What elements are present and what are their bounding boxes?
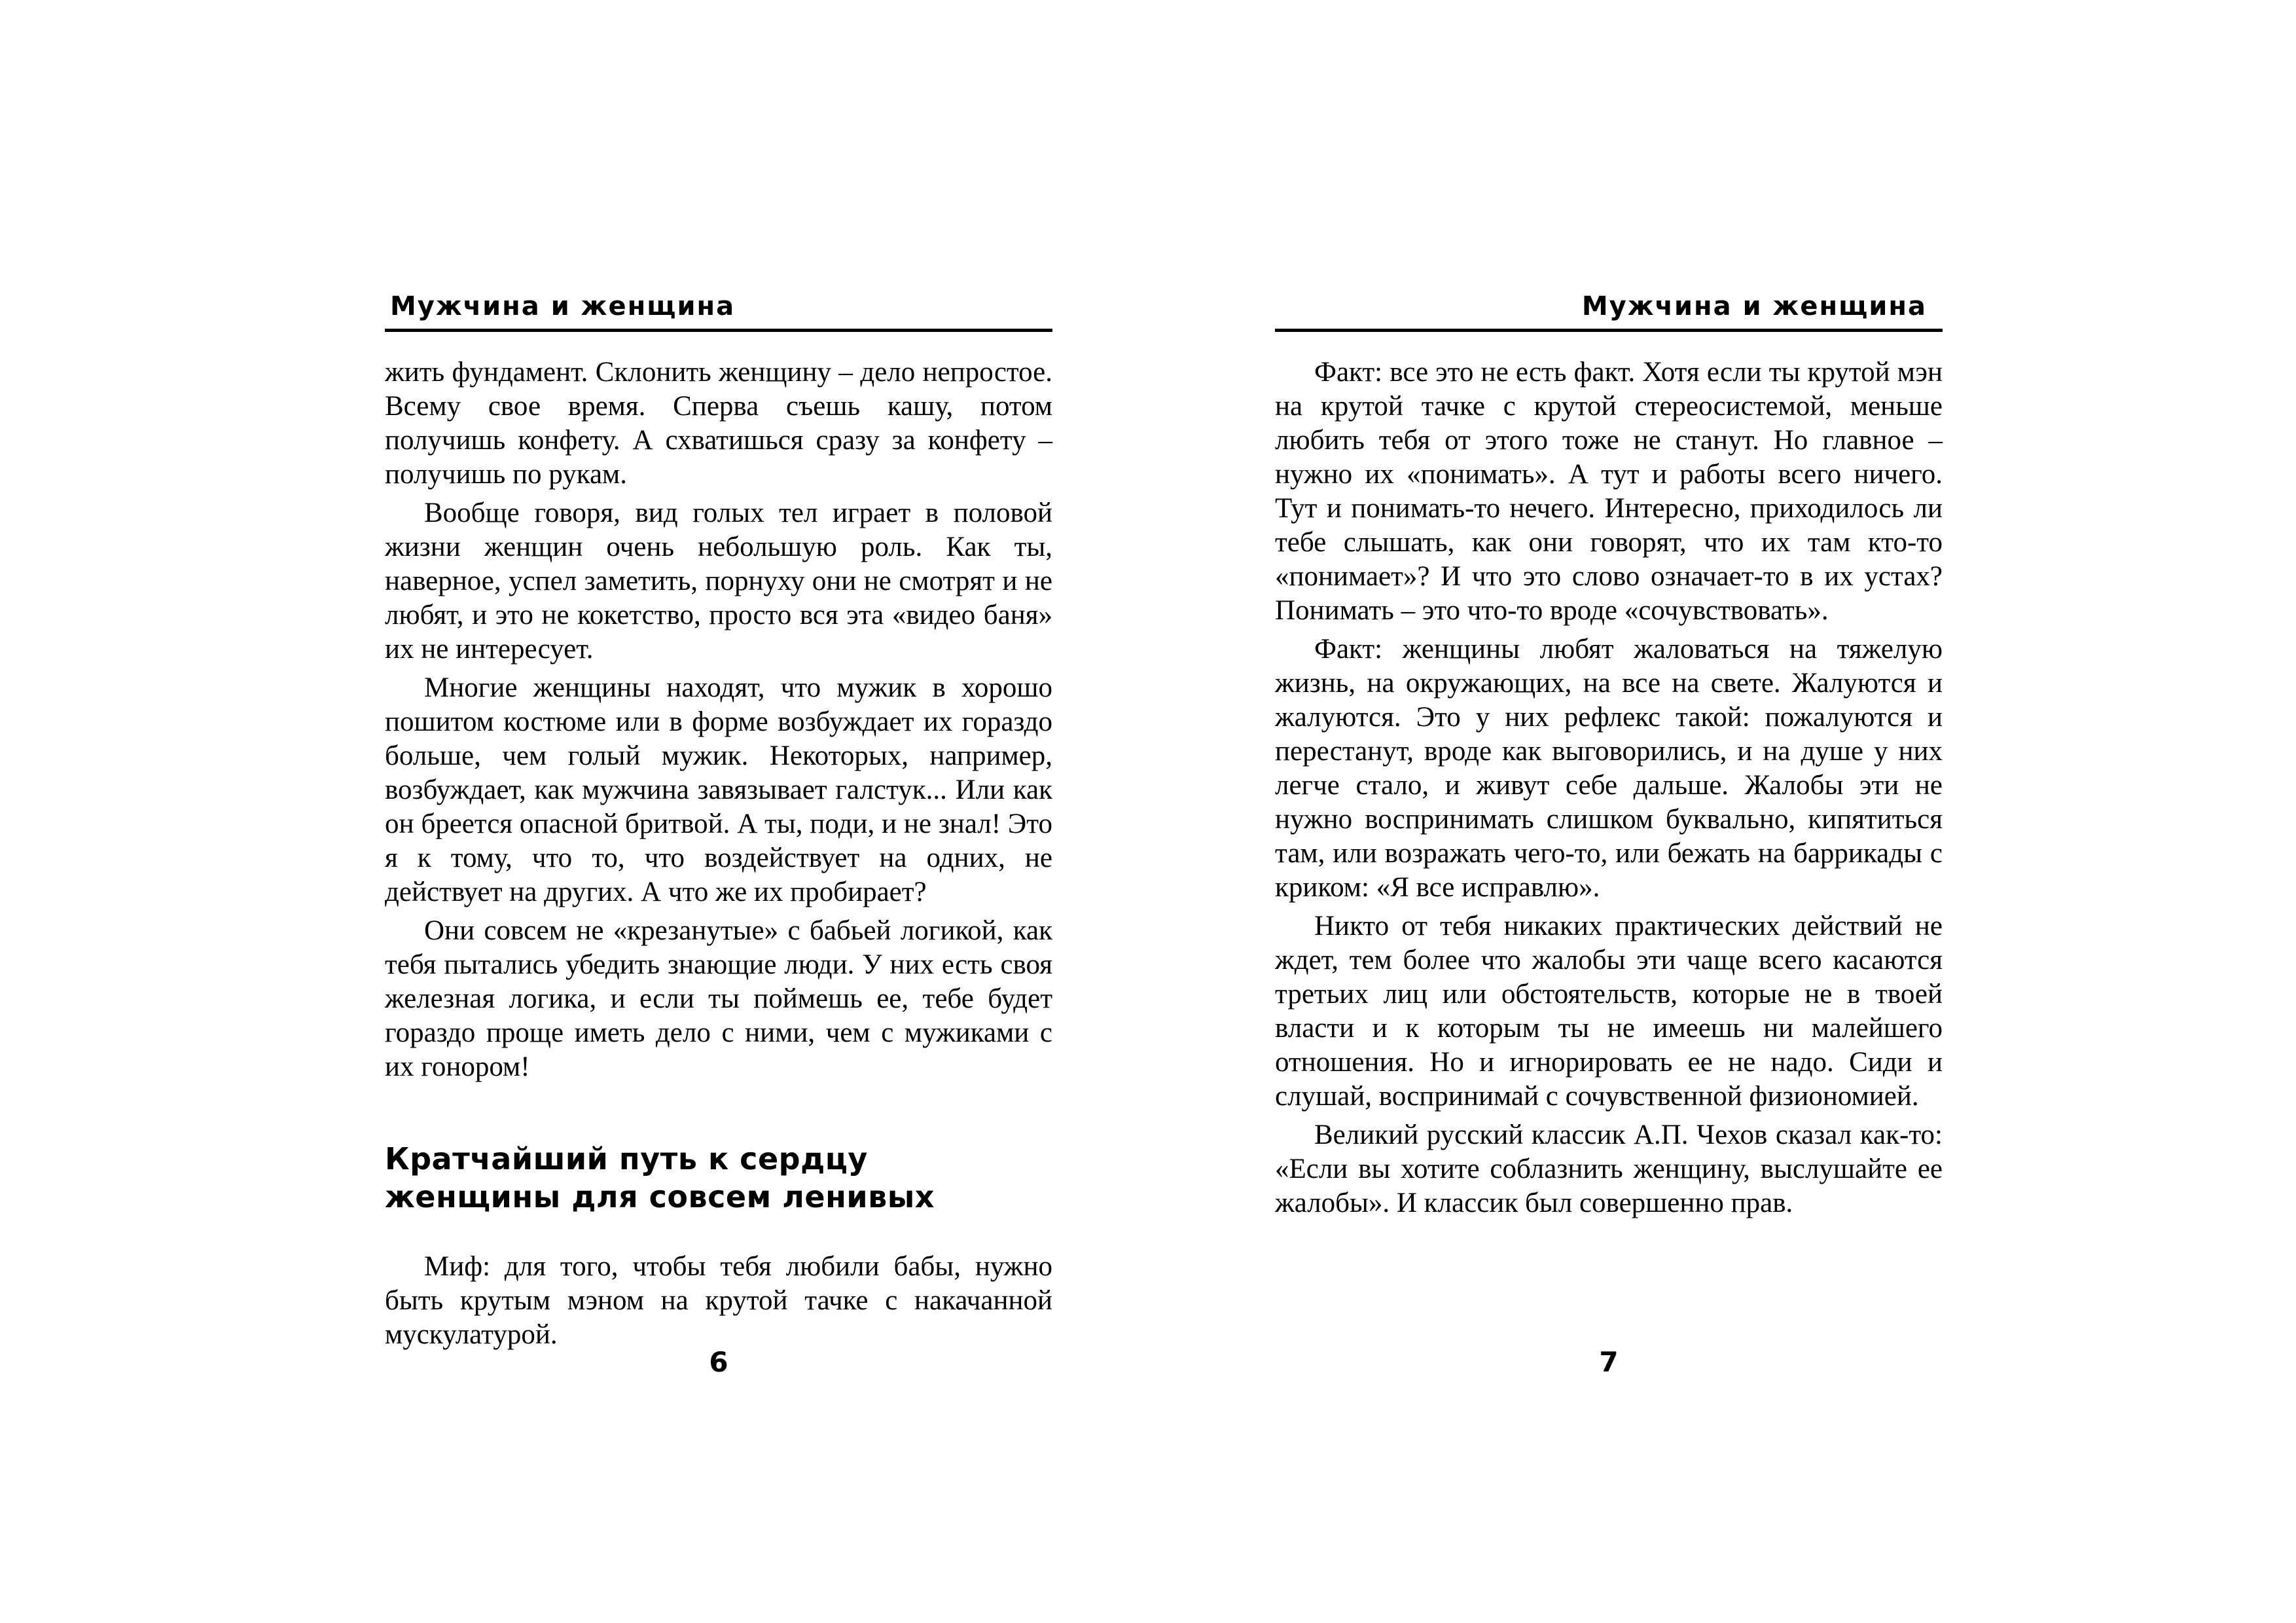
left-paragraph-4: Они совсем не «крезанутые» с бабьей логикой, как тебя пытались убедить знающие люди. У них есть своя железная логика, и если ты поймешь ее, тебе будет гораздо проще иметь дело с ними, чем с мужиками с их гонором!: [385, 915, 1052, 1082]
section-heading-line-1: Кратчайший путь к сердцу: [385, 1141, 868, 1176]
left-paragraph-2: Вообще говоря, вид голых тел играет в половой жизни женщин очень небольшую роль. Как ты, наверное, успел заметить, порнуху они не смотрят и не любят, и это не кокетство, просто вся эта «видео баня» их не интересует.: [385, 498, 1052, 665]
left-paragraph-1: жить фундамент. Склонить женщину – дело непростое. Всему свое время. Сперва съешь кашу, потом получишь конфету. А схватишься сразу за конфету – получишь по рукам.: [385, 357, 1052, 490]
running-head-left: [385, 291, 1052, 332]
left-page-body: [385, 356, 1052, 1357]
right-paragraph-2: Факт: женщины любят жаловаться на тяжелую жизнь, на окружающих, на все на свете. Жалуются и жалуются. Это у них рефлекс такой: пожалуются и перестанут, вроде как выговорились, и на душе у них легче стало, и живут себе дальше. Жалобы эти не нужно воспринимать слишком буквально, кипятиться там, или возражать чего-то, или бежать на баррикады с криком: «Я все исправлю».: [1275, 634, 1943, 903]
right-page-body: [1275, 356, 1943, 1225]
section-heading-line-2: женщины для совсем ленивых: [385, 1179, 935, 1214]
right-paragraph-4: Великий русский классик А.П. Чехов сказал как-то: «Если вы хотите соблазнить женщину, выслушайте ее жалобы». И классик был совершенно прав.: [1275, 1120, 1943, 1218]
section-heading: [385, 1140, 1052, 1216]
right-paragraph-1: Факт: все это не есть факт. Хотя если ты крутой мэн на крутой тачке с крутой стереосистемой, меньше любить тебя от этого тоже не станут. Но главное – нужно их «понимать». А тут и работы всего ничего. Тут и понимать-то нечего. Интересно, приходилось ли тебе слышать, как они говорят, что их там кто-то «понимает»? И что это слово означает-то в их устах? Понимать – это что-то вроде «сочувствовать».: [1275, 357, 1943, 626]
running-head-left-text: Мужчина и женщина: [390, 291, 736, 321]
running-head-right-text: Мужчина и женщина: [1581, 291, 1927, 321]
page-number-right: 7: [1599, 1346, 1619, 1378]
left-paragraph-5: Миф: для того, чтобы тебя любили бабы, нужно быть крутым мэном на крутой тачке с накачанной мускулатурой.: [385, 1251, 1052, 1350]
page-number-left: 6: [709, 1346, 728, 1378]
running-head-right: [1275, 291, 1943, 332]
right-paragraph-3: Никто от тебя никаких практических действий не ждет, тем более что жалобы эти чаще всего касаются третьих лиц или обстоятельств, которые не в твоей власти и к которым ты не имеешь ни малейшего отношения. Но и игнорировать ее не надо. Сиди и слушай, воспринимай с сочувственной физиономией.: [1275, 911, 1943, 1112]
left-paragraph-3: Многие женщины находят, что мужик в хорошо пошитом костюме или в форме возбуждает их гораздо больше, чем голый мужик. Некоторых, например, возбуждает, как мужчина завязывает галстук... Или как он бреется опасной бритвой. А ты, поди, и не знал! Это я к тому, что то, что воздействует на одних, не действует на других. А что же их пробирает?: [385, 672, 1052, 907]
